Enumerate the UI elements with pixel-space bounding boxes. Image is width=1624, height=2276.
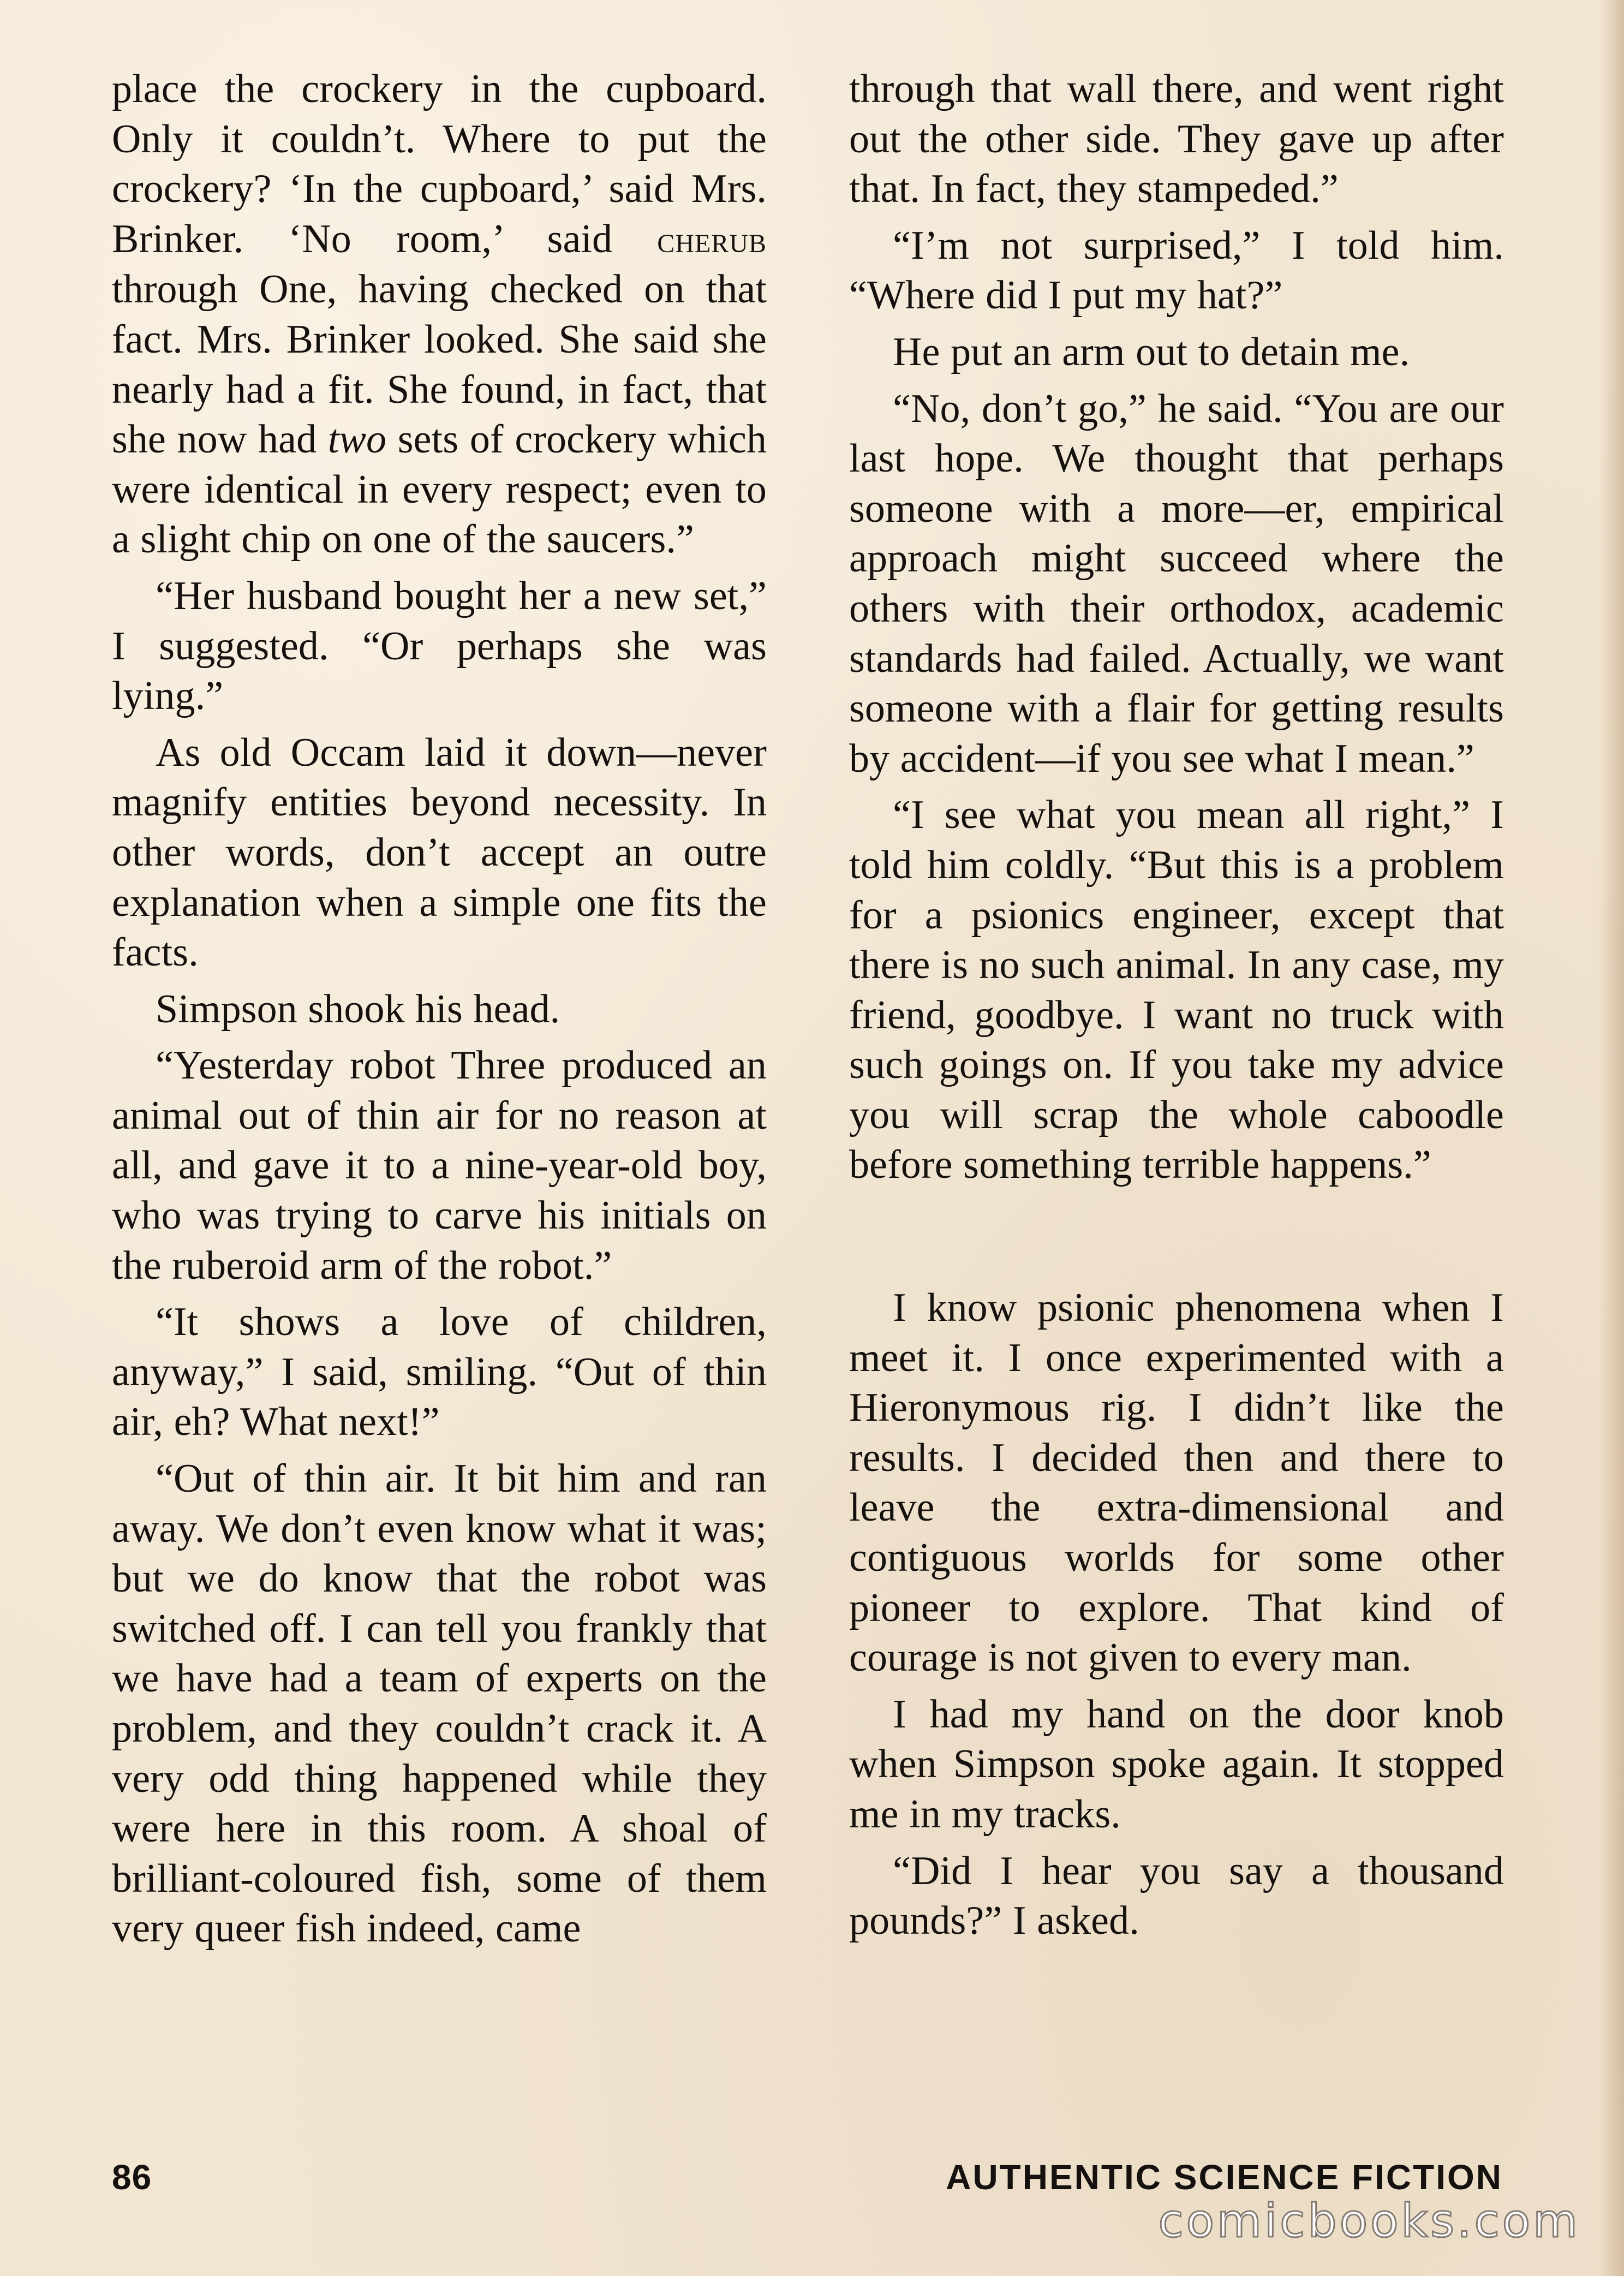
page-number: 86: [112, 2158, 152, 2197]
paragraph: “It shows a love of children, anyway,” I said, smiling. “Out of thin air, eh? What next!”: [112, 1300, 767, 1445]
right-text-column: [849, 64, 1504, 1953]
paragraph: “Out of thin air. It bit him and ran away. We don’t even know what it was; but we do know that the robot was switched off. I can tell you frankly that we have had a team of experts on the problem, and they couldn’t crack it. A very odd thing happened while they were here in this room. A shoal of brilliant-coloured fish, some of them very queer fish indeed, came: [112, 1456, 767, 1951]
paragraph: Simpson shook his head.: [156, 986, 560, 1032]
paragraph: “I’m not surprised,” I told him. “Where did I put my hat?”: [849, 223, 1504, 318]
paragraph: “I see what you mean all right,” I told him coldly. “But this is a problem for a psionics engineer, except that there is no such animal. In any case, my friend, goodbye. I want no truck with such goings on. If you take my advice you will scrap the whole caboodle before something terrible happens.”: [849, 793, 1504, 1188]
emphasis-two: two: [327, 417, 387, 462]
paragraph: I had my hand on the door knob when Simpson spoke again. It stopped me in my tracks.: [849, 1691, 1504, 1837]
paragraph: “Did I hear you say a thousand pounds?” I asked.: [849, 1848, 1504, 1944]
paragraph: “No, don’t go,” he said. “You are our last hope. We thought that perhaps someone with a more—er, empirical approach might succeed where the others with their orthodox, academic standards had failed. Actually, we want someone with a flair for getting results by accident—if you see what I mean.”: [849, 386, 1504, 781]
paragraph: “Her husband bought her a new set,” I suggested. “Or perhaps she was lying.”: [112, 573, 767, 719]
left-text-column: [112, 64, 767, 1961]
paragraph: I know psionic phenomena when I meet it. I once experimented with a Hieronymous rig. I didn’t like the results. I decided then and there to leave the extra-dimensional and contiguous worlds for some other pioneer to explore. That kind of courage is not given to every man.: [849, 1285, 1504, 1681]
cherub-small-caps: cherub: [657, 218, 767, 260]
paragraph: place the crockery in the cupboard. Only it couldn’t. Where to put the crockery? ‘In the cupboard,’ said Mrs. Brinker. ‘No room,’ said cherub through One, having checked on that fact. Mrs. Brinker looked. She said she nearly had a fit. She found, in fact, that she now had two sets of crockery which were identical in every respect; even to a slight chip on one of the saucers.”: [112, 67, 767, 562]
paragraph: “Yesterday robot Three produced an animal out of thin air for no reason at all, and gave it to a nine-year-old boy, who was trying to carve his initials on the ruberoid arm of the robot.”: [112, 1043, 767, 1288]
paragraph: He put an arm out to detain me.: [893, 329, 1410, 374]
watermark: comicbooks.com: [1158, 2194, 1580, 2248]
running-title: AUTHENTIC SCIENCE FICTION: [946, 2158, 1503, 2197]
page-edge-shadow: [1599, 0, 1624, 2276]
paragraph: through that wall there, and went right out the other side. They gave up after that. In fact, they stampeded.”: [849, 67, 1504, 212]
paragraph: As old Occam laid it down—never magnify entities beyond necessity. In other words, don’t accept an outre explanation when a simple one fits the facts.: [112, 730, 767, 975]
